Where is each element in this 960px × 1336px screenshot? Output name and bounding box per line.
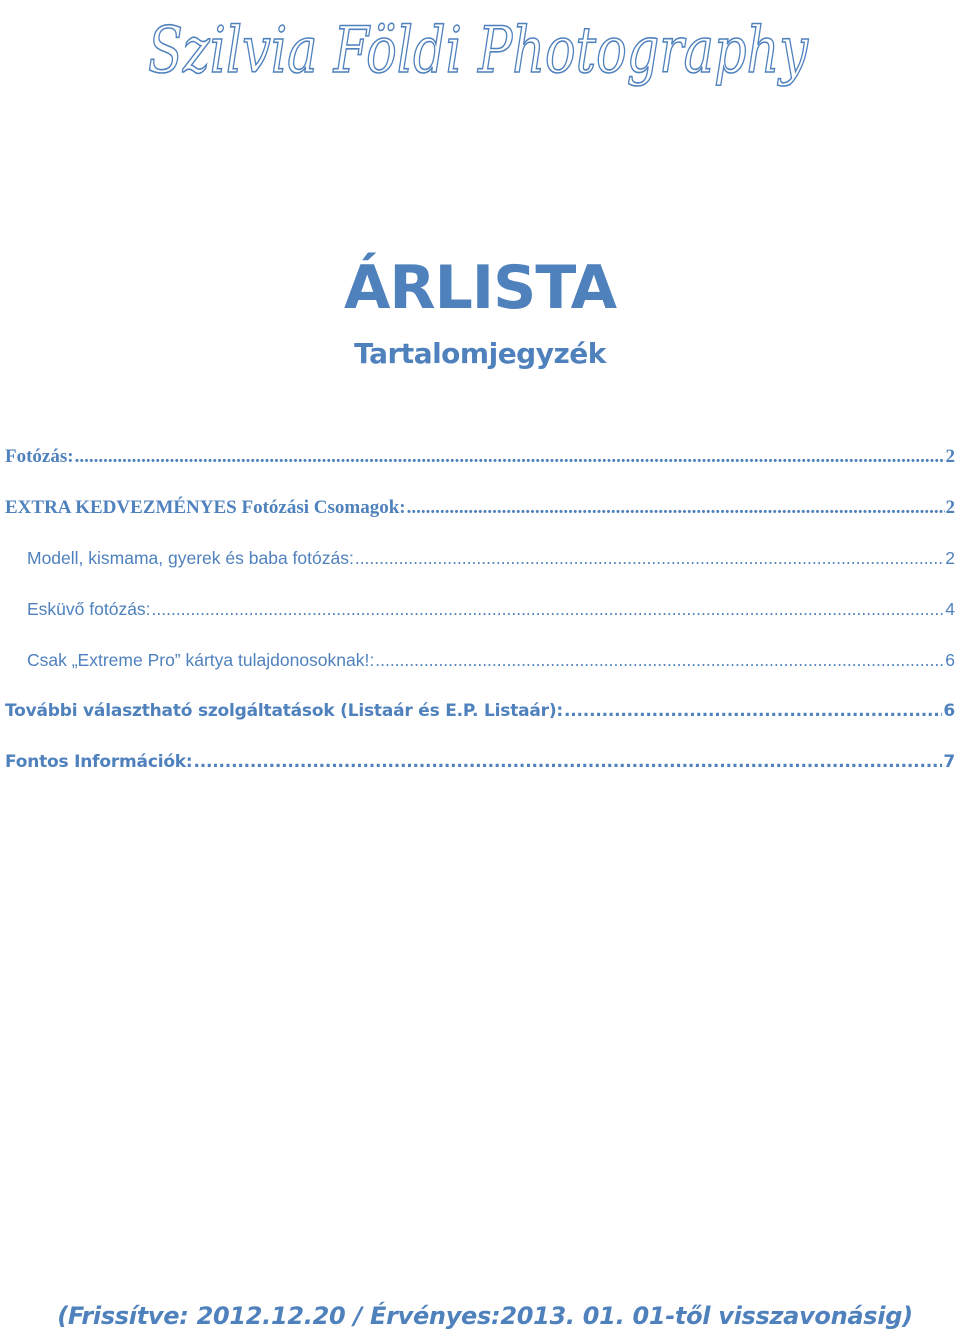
- toc-entry-label: Esküvő fotózás:: [27, 599, 151, 619]
- toc-leader-dots: [194, 752, 943, 772]
- toc-leader-dots: [152, 599, 945, 620]
- toc-entry-extreme-pro[interactable]: [27, 650, 955, 678]
- toc-entry-label: További választható szolgáltatások (Listaár és E.P. Listaár):: [5, 701, 564, 721]
- toc-entry-label: Fontos Információk:: [5, 752, 193, 772]
- toc-leader-dots: [407, 497, 945, 519]
- toc-entry-extra-kedvezmenyes[interactable]: [5, 497, 955, 525]
- toc-leader-dots: [375, 650, 944, 671]
- toc-heading: Tartalomjegyzék: [354, 337, 606, 370]
- toc-leader-dots: [564, 701, 942, 721]
- toc-entry-page: 2: [945, 497, 955, 518]
- toc-entry-label: Csak „Extreme Pro” kártya tulajdonosoknak!:: [27, 650, 375, 670]
- logo-text: Szilvia Földi Photography: [148, 14, 809, 88]
- toc-entry-tovabbi-szolgaltatasok[interactable]: [5, 701, 955, 729]
- toc-entry-fontos-informaciok[interactable]: [5, 752, 955, 780]
- toc-entry-label: Fotózás:: [5, 446, 74, 467]
- page-title: ÁRLISTA: [343, 253, 617, 323]
- toc-entry-page: 7: [943, 752, 955, 772]
- toc-entry-page: 2: [945, 548, 955, 568]
- toc-entry-label: Modell, kismama, gyerek és baba fotózás:: [27, 548, 354, 568]
- toc-entry-eskuvo[interactable]: [27, 599, 955, 627]
- toc-entry-page: 6: [945, 650, 955, 670]
- toc-entry-page: 4: [945, 599, 955, 619]
- toc-entry-page: 2: [945, 446, 955, 467]
- toc-leader-dots: [355, 548, 944, 569]
- toc-leader-dots: [75, 446, 945, 468]
- toc-entry-label: EXTRA KEDVEZMÉNYES Fotózási Csomagok:: [5, 497, 406, 518]
- logo: [0, 0, 960, 110]
- toc-entry-page: 6: [943, 701, 955, 721]
- toc-entry-modell-kismama[interactable]: [27, 548, 955, 576]
- footer-validity-note: (Frissítve: 2012.12.20 / Érvényes:2013. 01. 01-től visszavonásig): [57, 1302, 913, 1330]
- toc-entry-fotozas[interactable]: [5, 446, 955, 474]
